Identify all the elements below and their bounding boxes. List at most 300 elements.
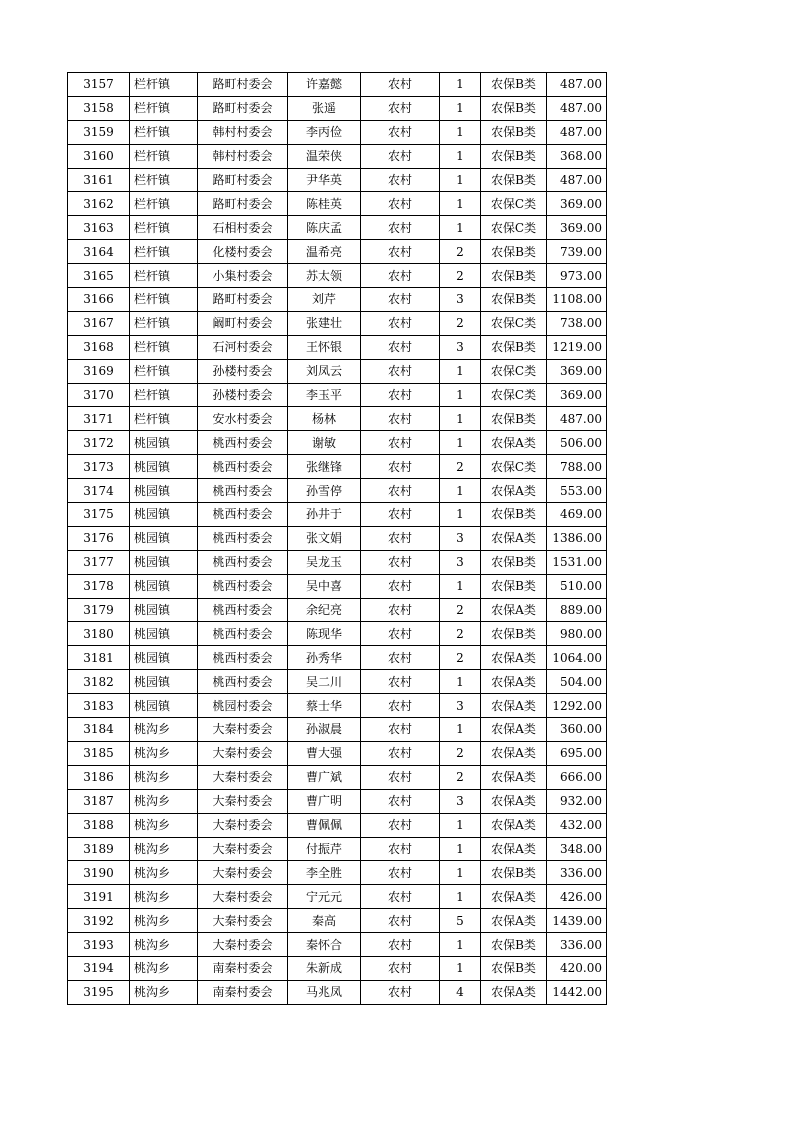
name-cell: 朱新成	[288, 956, 361, 980]
member-count-cell: 2	[440, 646, 481, 670]
village-committee-cell: 桃西村委会	[198, 503, 288, 527]
household-type-cell: 农村	[361, 526, 440, 550]
amount-cell: 1108.00	[547, 288, 607, 312]
insurance-category-cell: 农保B类	[481, 240, 547, 264]
insurance-category-cell: 农保B类	[481, 168, 547, 192]
table-row	[68, 885, 607, 909]
amount-cell: 506.00	[547, 431, 607, 455]
serial-number-cell: 3194	[68, 956, 130, 980]
table-row	[68, 503, 607, 527]
amount-cell: 666.00	[547, 765, 607, 789]
household-type-cell: 农村	[361, 646, 440, 670]
member-count-cell: 2	[440, 598, 481, 622]
insurance-category-cell: 农保C类	[481, 359, 547, 383]
name-cell: 付振芹	[288, 837, 361, 861]
amount-cell: 504.00	[547, 670, 607, 694]
amount-cell: 973.00	[547, 264, 607, 288]
serial-number-cell: 3169	[68, 359, 130, 383]
amount-cell: 487.00	[547, 120, 607, 144]
village-committee-cell: 桃园村委会	[198, 694, 288, 718]
name-cell: 张建壮	[288, 311, 361, 335]
member-count-cell: 1	[440, 837, 481, 861]
town-cell: 栏杆镇	[130, 264, 198, 288]
town-cell: 栏杆镇	[130, 96, 198, 120]
serial-number-cell: 3186	[68, 765, 130, 789]
household-type-cell: 农村	[361, 168, 440, 192]
insurance-category-cell: 农保A类	[481, 813, 547, 837]
serial-number-cell: 3181	[68, 646, 130, 670]
amount-cell: 487.00	[547, 96, 607, 120]
insurance-category-cell: 农保C类	[481, 311, 547, 335]
serial-number-cell: 3185	[68, 741, 130, 765]
village-committee-cell: 石河村委会	[198, 335, 288, 359]
insurance-category-cell: 农保B类	[481, 956, 547, 980]
insurance-category-cell: 农保B类	[481, 144, 547, 168]
name-cell: 李全胜	[288, 861, 361, 885]
member-count-cell: 1	[440, 431, 481, 455]
town-cell: 桃园镇	[130, 503, 198, 527]
household-type-cell: 农村	[361, 96, 440, 120]
town-cell: 栏杆镇	[130, 407, 198, 431]
member-count-cell: 1	[440, 144, 481, 168]
name-cell: 蔡士华	[288, 694, 361, 718]
household-type-cell: 农村	[361, 598, 440, 622]
insurance-category-cell: 农保B类	[481, 120, 547, 144]
town-cell: 桃园镇	[130, 646, 198, 670]
amount-cell: 368.00	[547, 144, 607, 168]
town-cell: 桃园镇	[130, 526, 198, 550]
serial-number-cell: 3179	[68, 598, 130, 622]
insurance-category-cell: 农保B类	[481, 407, 547, 431]
member-count-cell: 3	[440, 789, 481, 813]
village-committee-cell: 大秦村委会	[198, 861, 288, 885]
insurance-category-cell: 农保A类	[481, 980, 547, 1004]
serial-number-cell: 3160	[68, 144, 130, 168]
amount-cell: 510.00	[547, 574, 607, 598]
town-cell: 桃沟乡	[130, 789, 198, 813]
town-cell: 栏杆镇	[130, 288, 198, 312]
town-cell: 栏杆镇	[130, 216, 198, 240]
name-cell: 马兆凤	[288, 980, 361, 1004]
village-committee-cell: 路町村委会	[198, 73, 288, 97]
town-cell: 栏杆镇	[130, 311, 198, 335]
table-row	[68, 264, 607, 288]
amount-cell: 1219.00	[547, 335, 607, 359]
insurance-category-cell: 农保A类	[481, 718, 547, 742]
town-cell: 栏杆镇	[130, 144, 198, 168]
name-cell: 曹广明	[288, 789, 361, 813]
member-count-cell: 1	[440, 120, 481, 144]
serial-number-cell: 3192	[68, 909, 130, 933]
name-cell: 张继锋	[288, 455, 361, 479]
table-row	[68, 335, 607, 359]
table-row	[68, 526, 607, 550]
household-type-cell: 农村	[361, 980, 440, 1004]
town-cell: 桃园镇	[130, 431, 198, 455]
town-cell: 桃园镇	[130, 694, 198, 718]
household-type-cell: 农村	[361, 933, 440, 957]
household-type-cell: 农村	[361, 216, 440, 240]
amount-cell: 432.00	[547, 813, 607, 837]
amount-cell: 1442.00	[547, 980, 607, 1004]
serial-number-cell: 3189	[68, 837, 130, 861]
insurance-category-cell: 农保A类	[481, 789, 547, 813]
name-cell: 李玉平	[288, 383, 361, 407]
insurance-category-cell: 农保A类	[481, 479, 547, 503]
amount-cell: 788.00	[547, 455, 607, 479]
town-cell: 桃沟乡	[130, 909, 198, 933]
name-cell: 刘凤云	[288, 359, 361, 383]
village-committee-cell: 桃西村委会	[198, 431, 288, 455]
table-row	[68, 240, 607, 264]
member-count-cell: 1	[440, 670, 481, 694]
insurance-category-cell: 农保B类	[481, 73, 547, 97]
amount-cell: 1439.00	[547, 909, 607, 933]
town-cell: 栏杆镇	[130, 383, 198, 407]
name-cell: 张文娟	[288, 526, 361, 550]
insurance-category-cell: 农保B类	[481, 335, 547, 359]
insurance-category-cell: 农保A类	[481, 694, 547, 718]
village-committee-cell: 桃西村委会	[198, 598, 288, 622]
insurance-category-cell: 农保A类	[481, 741, 547, 765]
serial-number-cell: 3173	[68, 455, 130, 479]
serial-number-cell: 3175	[68, 503, 130, 527]
insurance-category-cell: 农保B类	[481, 288, 547, 312]
member-count-cell: 3	[440, 288, 481, 312]
table-row	[68, 574, 607, 598]
member-count-cell: 1	[440, 383, 481, 407]
household-type-cell: 农村	[361, 407, 440, 431]
table-row	[68, 718, 607, 742]
household-type-cell: 农村	[361, 574, 440, 598]
table-row	[68, 622, 607, 646]
household-type-cell: 农村	[361, 311, 440, 335]
table-row	[68, 813, 607, 837]
town-cell: 栏杆镇	[130, 240, 198, 264]
serial-number-cell: 3164	[68, 240, 130, 264]
insurance-category-cell: 农保A类	[481, 670, 547, 694]
table-row	[68, 431, 607, 455]
table-row	[68, 288, 607, 312]
name-cell: 许嘉懿	[288, 73, 361, 97]
town-cell: 桃园镇	[130, 550, 198, 574]
insurance-category-cell: 农保C类	[481, 192, 547, 216]
insurance-category-cell: 农保A类	[481, 431, 547, 455]
amount-cell: 553.00	[547, 479, 607, 503]
household-type-cell: 农村	[361, 359, 440, 383]
member-count-cell: 3	[440, 526, 481, 550]
amount-cell: 369.00	[547, 359, 607, 383]
member-count-cell: 1	[440, 359, 481, 383]
household-type-cell: 农村	[361, 765, 440, 789]
village-committee-cell: 小集村委会	[198, 264, 288, 288]
village-committee-cell: 孙楼村委会	[198, 359, 288, 383]
household-type-cell: 农村	[361, 670, 440, 694]
serial-number-cell: 3178	[68, 574, 130, 598]
household-type-cell: 农村	[361, 383, 440, 407]
village-committee-cell: 大秦村委会	[198, 909, 288, 933]
member-count-cell: 3	[440, 550, 481, 574]
name-cell: 秦怀合	[288, 933, 361, 957]
insurance-category-cell: 农保A类	[481, 598, 547, 622]
insurance-category-cell: 农保B类	[481, 264, 547, 288]
village-committee-cell: 桃西村委会	[198, 550, 288, 574]
household-type-cell: 农村	[361, 789, 440, 813]
village-committee-cell: 路町村委会	[198, 192, 288, 216]
town-cell: 桃沟乡	[130, 718, 198, 742]
amount-cell: 980.00	[547, 622, 607, 646]
town-cell: 栏杆镇	[130, 192, 198, 216]
name-cell: 曹广斌	[288, 765, 361, 789]
village-committee-cell: 南秦村委会	[198, 956, 288, 980]
table-row	[68, 120, 607, 144]
member-count-cell: 1	[440, 718, 481, 742]
table-row	[68, 359, 607, 383]
name-cell: 刘芹	[288, 288, 361, 312]
town-cell: 桃沟乡	[130, 956, 198, 980]
member-count-cell: 1	[440, 479, 481, 503]
serial-number-cell: 3187	[68, 789, 130, 813]
village-committee-cell: 大秦村委会	[198, 813, 288, 837]
member-count-cell: 2	[440, 765, 481, 789]
serial-number-cell: 3180	[68, 622, 130, 646]
amount-cell: 487.00	[547, 168, 607, 192]
amount-cell: 369.00	[547, 192, 607, 216]
table-row	[68, 646, 607, 670]
insurance-category-cell: 农保B类	[481, 861, 547, 885]
amount-cell: 932.00	[547, 789, 607, 813]
member-count-cell: 1	[440, 192, 481, 216]
household-type-cell: 农村	[361, 956, 440, 980]
town-cell: 桃沟乡	[130, 837, 198, 861]
serial-number-cell: 3193	[68, 933, 130, 957]
member-count-cell: 1	[440, 216, 481, 240]
household-type-cell: 农村	[361, 240, 440, 264]
serial-number-cell: 3165	[68, 264, 130, 288]
town-cell: 桃园镇	[130, 479, 198, 503]
table-row	[68, 670, 607, 694]
village-committee-cell: 桃西村委会	[198, 455, 288, 479]
village-committee-cell: 大秦村委会	[198, 718, 288, 742]
town-cell: 桃沟乡	[130, 885, 198, 909]
name-cell: 李丙俭	[288, 120, 361, 144]
member-count-cell: 1	[440, 503, 481, 527]
serial-number-cell: 3163	[68, 216, 130, 240]
name-cell: 秦高	[288, 909, 361, 933]
amount-cell: 336.00	[547, 861, 607, 885]
household-type-cell: 农村	[361, 335, 440, 359]
amount-cell: 1386.00	[547, 526, 607, 550]
household-type-cell: 农村	[361, 73, 440, 97]
amount-cell: 336.00	[547, 933, 607, 957]
village-committee-cell: 大秦村委会	[198, 885, 288, 909]
table-row	[68, 598, 607, 622]
table-body	[68, 73, 607, 1005]
household-type-cell: 农村	[361, 718, 440, 742]
serial-number-cell: 3184	[68, 718, 130, 742]
member-count-cell: 1	[440, 861, 481, 885]
serial-number-cell: 3168	[68, 335, 130, 359]
serial-number-cell: 3167	[68, 311, 130, 335]
name-cell: 孙淑晨	[288, 718, 361, 742]
table-row	[68, 216, 607, 240]
name-cell: 杨林	[288, 407, 361, 431]
member-count-cell: 2	[440, 455, 481, 479]
household-type-cell: 农村	[361, 431, 440, 455]
household-type-cell: 农村	[361, 837, 440, 861]
table-row	[68, 861, 607, 885]
insurance-category-cell: 农保A类	[481, 526, 547, 550]
name-cell: 尹华英	[288, 168, 361, 192]
serial-number-cell: 3177	[68, 550, 130, 574]
village-committee-cell: 桃西村委会	[198, 526, 288, 550]
town-cell: 桃园镇	[130, 670, 198, 694]
member-count-cell: 3	[440, 694, 481, 718]
name-cell: 吴中喜	[288, 574, 361, 598]
insurance-category-cell: 农保A类	[481, 885, 547, 909]
serial-number-cell: 3174	[68, 479, 130, 503]
member-count-cell: 1	[440, 574, 481, 598]
member-count-cell: 1	[440, 96, 481, 120]
name-cell: 陈现华	[288, 622, 361, 646]
insurance-category-cell: 农保B类	[481, 503, 547, 527]
name-cell: 王怀银	[288, 335, 361, 359]
table-row	[68, 383, 607, 407]
household-type-cell: 农村	[361, 192, 440, 216]
village-committee-cell: 大秦村委会	[198, 765, 288, 789]
serial-number-cell: 3170	[68, 383, 130, 407]
relief-roster-table	[67, 72, 607, 1005]
amount-cell: 487.00	[547, 73, 607, 97]
table-row	[68, 933, 607, 957]
household-type-cell: 农村	[361, 264, 440, 288]
name-cell: 陈庆孟	[288, 216, 361, 240]
town-cell: 桃园镇	[130, 574, 198, 598]
table-row	[68, 455, 607, 479]
member-count-cell: 1	[440, 885, 481, 909]
household-type-cell: 农村	[361, 550, 440, 574]
member-count-cell: 2	[440, 311, 481, 335]
name-cell: 张遥	[288, 96, 361, 120]
table-row	[68, 407, 607, 431]
insurance-category-cell: 农保A类	[481, 909, 547, 933]
household-type-cell: 农村	[361, 622, 440, 646]
member-count-cell: 1	[440, 168, 481, 192]
village-committee-cell: 南秦村委会	[198, 980, 288, 1004]
member-count-cell: 2	[440, 741, 481, 765]
serial-number-cell: 3159	[68, 120, 130, 144]
town-cell: 栏杆镇	[130, 120, 198, 144]
town-cell: 栏杆镇	[130, 168, 198, 192]
member-count-cell: 3	[440, 335, 481, 359]
name-cell: 孙雪停	[288, 479, 361, 503]
household-type-cell: 农村	[361, 479, 440, 503]
insurance-category-cell: 农保C类	[481, 455, 547, 479]
name-cell: 苏太领	[288, 264, 361, 288]
village-committee-cell: 韩村村委会	[198, 144, 288, 168]
name-cell: 余纪亮	[288, 598, 361, 622]
amount-cell: 420.00	[547, 956, 607, 980]
village-committee-cell: 大秦村委会	[198, 741, 288, 765]
village-committee-cell: 大秦村委会	[198, 933, 288, 957]
amount-cell: 369.00	[547, 216, 607, 240]
name-cell: 曹大强	[288, 741, 361, 765]
name-cell: 宁元元	[288, 885, 361, 909]
household-type-cell: 农村	[361, 144, 440, 168]
member-count-cell: 1	[440, 407, 481, 431]
village-committee-cell: 桃西村委会	[198, 646, 288, 670]
table-row	[68, 909, 607, 933]
household-type-cell: 农村	[361, 813, 440, 837]
village-committee-cell: 桃西村委会	[198, 574, 288, 598]
amount-cell: 426.00	[547, 885, 607, 909]
member-count-cell: 2	[440, 622, 481, 646]
household-type-cell: 农村	[361, 741, 440, 765]
name-cell: 温荣侠	[288, 144, 361, 168]
village-committee-cell: 韩村村委会	[198, 120, 288, 144]
village-committee-cell: 阚町村委会	[198, 311, 288, 335]
village-committee-cell: 大秦村委会	[198, 837, 288, 861]
village-committee-cell: 桃西村委会	[198, 622, 288, 646]
serial-number-cell: 3190	[68, 861, 130, 885]
table-row	[68, 479, 607, 503]
village-committee-cell: 桃西村委会	[198, 670, 288, 694]
serial-number-cell: 3182	[68, 670, 130, 694]
town-cell: 桃沟乡	[130, 861, 198, 885]
town-cell: 桃沟乡	[130, 741, 198, 765]
name-cell: 曹佩佩	[288, 813, 361, 837]
town-cell: 桃沟乡	[130, 933, 198, 957]
member-count-cell: 4	[440, 980, 481, 1004]
village-committee-cell: 大秦村委会	[198, 789, 288, 813]
village-committee-cell: 化楼村委会	[198, 240, 288, 264]
town-cell: 栏杆镇	[130, 73, 198, 97]
serial-number-cell: 3188	[68, 813, 130, 837]
name-cell: 谢敏	[288, 431, 361, 455]
serial-number-cell: 3183	[68, 694, 130, 718]
table-row	[68, 837, 607, 861]
table-row	[68, 980, 607, 1004]
village-committee-cell: 孙楼村委会	[198, 383, 288, 407]
household-type-cell: 农村	[361, 694, 440, 718]
village-committee-cell: 路町村委会	[198, 168, 288, 192]
insurance-category-cell: 农保B类	[481, 96, 547, 120]
table-row	[68, 96, 607, 120]
town-cell: 桃园镇	[130, 598, 198, 622]
town-cell: 栏杆镇	[130, 335, 198, 359]
member-count-cell: 2	[440, 240, 481, 264]
village-committee-cell: 路町村委会	[198, 288, 288, 312]
amount-cell: 738.00	[547, 311, 607, 335]
serial-number-cell: 3171	[68, 407, 130, 431]
name-cell: 温希亮	[288, 240, 361, 264]
serial-number-cell: 3176	[68, 526, 130, 550]
amount-cell: 739.00	[547, 240, 607, 264]
amount-cell: 1531.00	[547, 550, 607, 574]
town-cell: 桃沟乡	[130, 765, 198, 789]
name-cell: 孙秀华	[288, 646, 361, 670]
household-type-cell: 农村	[361, 909, 440, 933]
table-row	[68, 144, 607, 168]
insurance-category-cell: 农保B类	[481, 933, 547, 957]
member-count-cell: 1	[440, 933, 481, 957]
village-committee-cell: 路町村委会	[198, 96, 288, 120]
amount-cell: 1064.00	[547, 646, 607, 670]
insurance-category-cell: 农保C类	[481, 216, 547, 240]
table-row	[68, 550, 607, 574]
town-cell: 桃沟乡	[130, 813, 198, 837]
serial-number-cell: 3162	[68, 192, 130, 216]
